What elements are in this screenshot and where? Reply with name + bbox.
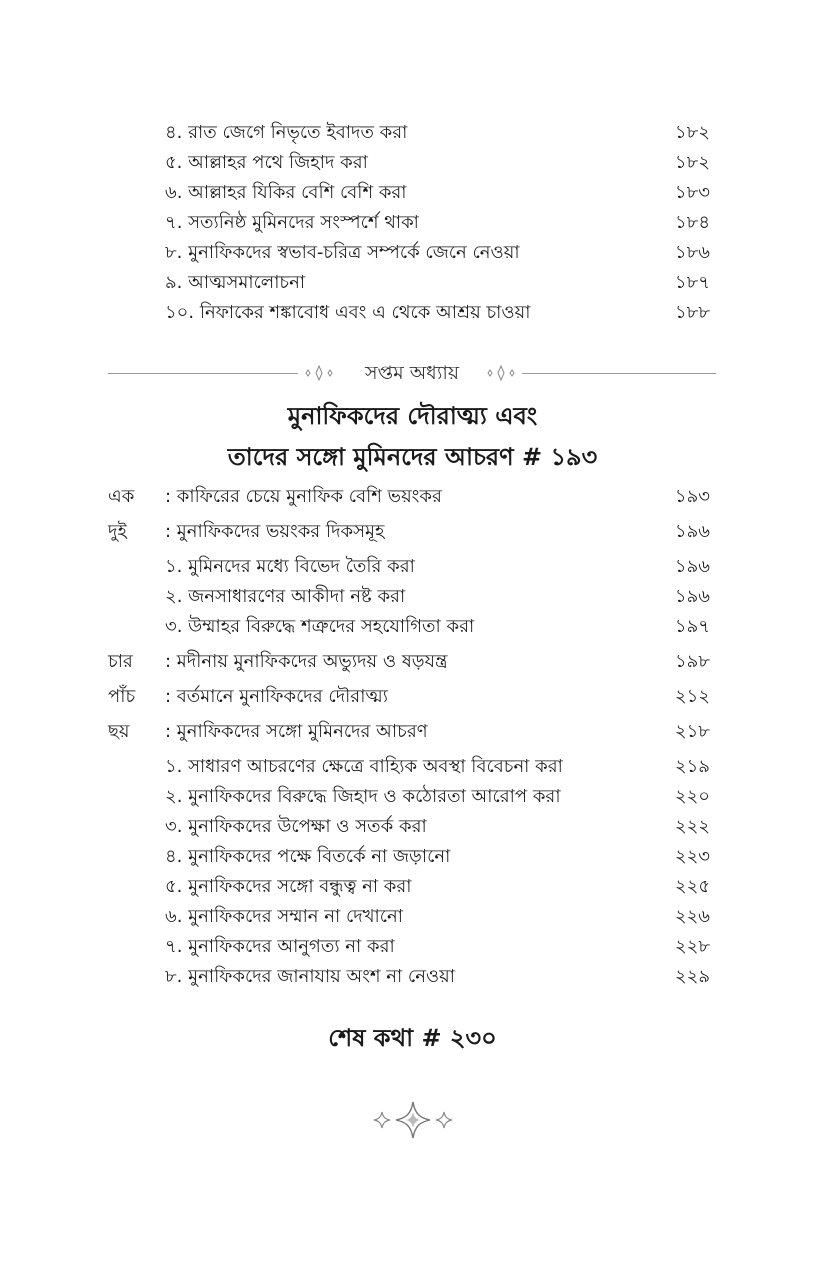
toc-page: ২২২ (674, 816, 710, 837)
toc-title: ৩. উম্মাহর বিরুদ্ধে শত্রুদের সহযোগিতা করা (165, 616, 475, 637)
toc-page: ২২৬ (674, 906, 710, 927)
toc-page: ২১৯ (674, 756, 710, 777)
toc-title: ১. মুমিনদের মধ্যে বিভেদ তৈরি করা (165, 556, 415, 577)
toc-row (0, 812, 825, 842)
toc-row (0, 932, 825, 962)
toc-page: ১৯৩ (674, 486, 710, 507)
toc-row (0, 208, 825, 238)
toc-title: ৬. মুনাফিকদের সম্মান না দেখানো (165, 906, 403, 927)
toc-page: ২২৫ (674, 876, 710, 897)
toc-row (0, 582, 825, 612)
toc-title: ৯. আত্মসমালোচনা (165, 272, 306, 293)
toc-title: ৪. রাত জেগে নিভৃতে ইবাদত করা (165, 122, 408, 143)
toc-page: ২১৮ (674, 721, 710, 742)
toc-row (0, 782, 825, 812)
toc-row (0, 482, 825, 512)
toc-row (0, 872, 825, 902)
chapter-label: সপ্তম অধ্যায় (364, 362, 460, 384)
toc-row (0, 682, 825, 712)
toc-page: ১৮২ (674, 152, 710, 173)
closing-heading: শেষ কথা # ২৩০ (328, 1024, 497, 1052)
toc-page: ২২০ (674, 786, 710, 807)
toc-title: ২. মুনাফিকদের বিরুদ্ধে জিহাদ ও কঠোরতা আরোপ করা (165, 786, 561, 807)
toc-title: ৮. মুনাফিকদের জানাযায় অংশ না নেওয়া (165, 966, 456, 987)
toc-title: ৭. সত্যনিষ্ঠ মুমিনদের সংস্পর্শে থাকা (165, 212, 419, 233)
toc-page: ২২৮ (674, 936, 710, 957)
toc-title: ৪. মুনাফিকদের পক্ষে বিতর্কে না জড়ানো (165, 846, 451, 867)
section-number: চার (108, 651, 133, 672)
section-number: ছয় (108, 721, 130, 742)
toc-page: ১৯৮ (674, 651, 710, 672)
toc-title: : মুনাফিকদের ভয়ংকর দিকসমূহ (165, 521, 385, 542)
toc-title: : কাফিরের চেয়ে মুনাফিক বেশি ভয়ংকর (165, 486, 442, 507)
toc-page: ২২৩ (674, 846, 710, 867)
toc-page: ১৯৭ (674, 616, 710, 637)
toc-row (0, 238, 825, 268)
toc-row (0, 552, 825, 582)
toc-page: ১৮৮ (674, 302, 710, 323)
toc-page: ২২৯ (674, 966, 710, 987)
toc-title: : মুনাফিকদের সঙ্গো মুমিনদের আচরণ (165, 721, 428, 742)
toc-row (0, 517, 825, 547)
toc-page: ১৮৭ (674, 272, 710, 293)
toc-row (0, 268, 825, 298)
section-number: দুই (108, 521, 127, 542)
toc-row (0, 962, 825, 992)
chapter-title-line1: মুনাফিকদের দৌরাত্ম্য এবং (287, 402, 538, 430)
toc-row (0, 118, 825, 148)
toc-title: ১. সাধারণ আচরণের ক্ষেত্রে বাহ্যিক অবস্থা বিবেচনা করা (165, 756, 563, 777)
toc-title: ৬. আল্লাহর যিকির বেশি বেশি করা (165, 182, 407, 203)
ornament-right-icon (482, 365, 520, 381)
toc-page: ১৯৬ (674, 586, 710, 607)
toc-page: ১৯৬ (674, 556, 710, 577)
toc-title: ৩. মুনাফিকদের উপেক্ষা ও সতর্ক করা (165, 816, 427, 837)
toc-page: ১৮২ (674, 122, 710, 143)
toc-title: ৫. মুনাফিকদের সঙ্গো বন্ধুত্ব না করা (165, 876, 412, 897)
chapter-divider (108, 358, 716, 388)
toc-page: ২১২ (674, 686, 710, 707)
toc-row (0, 298, 825, 328)
toc-row (0, 612, 825, 642)
toc-title: : বর্তমানে মুনাফিকদের দৌরাত্ম্য (165, 686, 388, 707)
toc-page: ১৮৪ (674, 212, 710, 233)
toc-title: ১০. নিফাকের শঙ্কাবোধ এবং এ থেকে আশ্রয় চাওয়া (165, 302, 531, 323)
divider-line-right (522, 373, 716, 374)
toc-row (0, 717, 825, 747)
toc-row (0, 842, 825, 872)
toc-title: : মদীনায় মুনাফিকদের অভ্যুদয় ও ষড়যন্ত্র (165, 651, 448, 672)
toc-page: ১৯৬ (674, 521, 710, 542)
toc-title: ৮. মুনাফিকদের স্বভাব-চরিত্র সম্পর্কে জেনে নেওয়া (165, 242, 520, 263)
toc-page: ১৮৩ (674, 182, 710, 203)
toc-row (0, 752, 825, 782)
section-number: এক (108, 486, 135, 507)
toc-title: ৭. মুনাফিকদের আনুগত্য না করা (165, 936, 395, 957)
toc-title: ৫. আল্লাহর পথে জিহাদ করা (165, 152, 368, 173)
toc-page: ১৮৬ (674, 242, 710, 263)
toc-row (0, 647, 825, 677)
chapter-title-line2: তাদের সঙ্গো মুমিনদের আচরণ # ১৯৩ (227, 443, 598, 471)
toc-row (0, 148, 825, 178)
toc-row (0, 902, 825, 932)
section-number: পাঁচ (108, 686, 136, 707)
toc-title: ২. জনসাধারণের আকীদা নষ্ট করা (165, 586, 406, 607)
toc-row (0, 178, 825, 208)
ornament-bottom-icon (366, 1100, 460, 1140)
